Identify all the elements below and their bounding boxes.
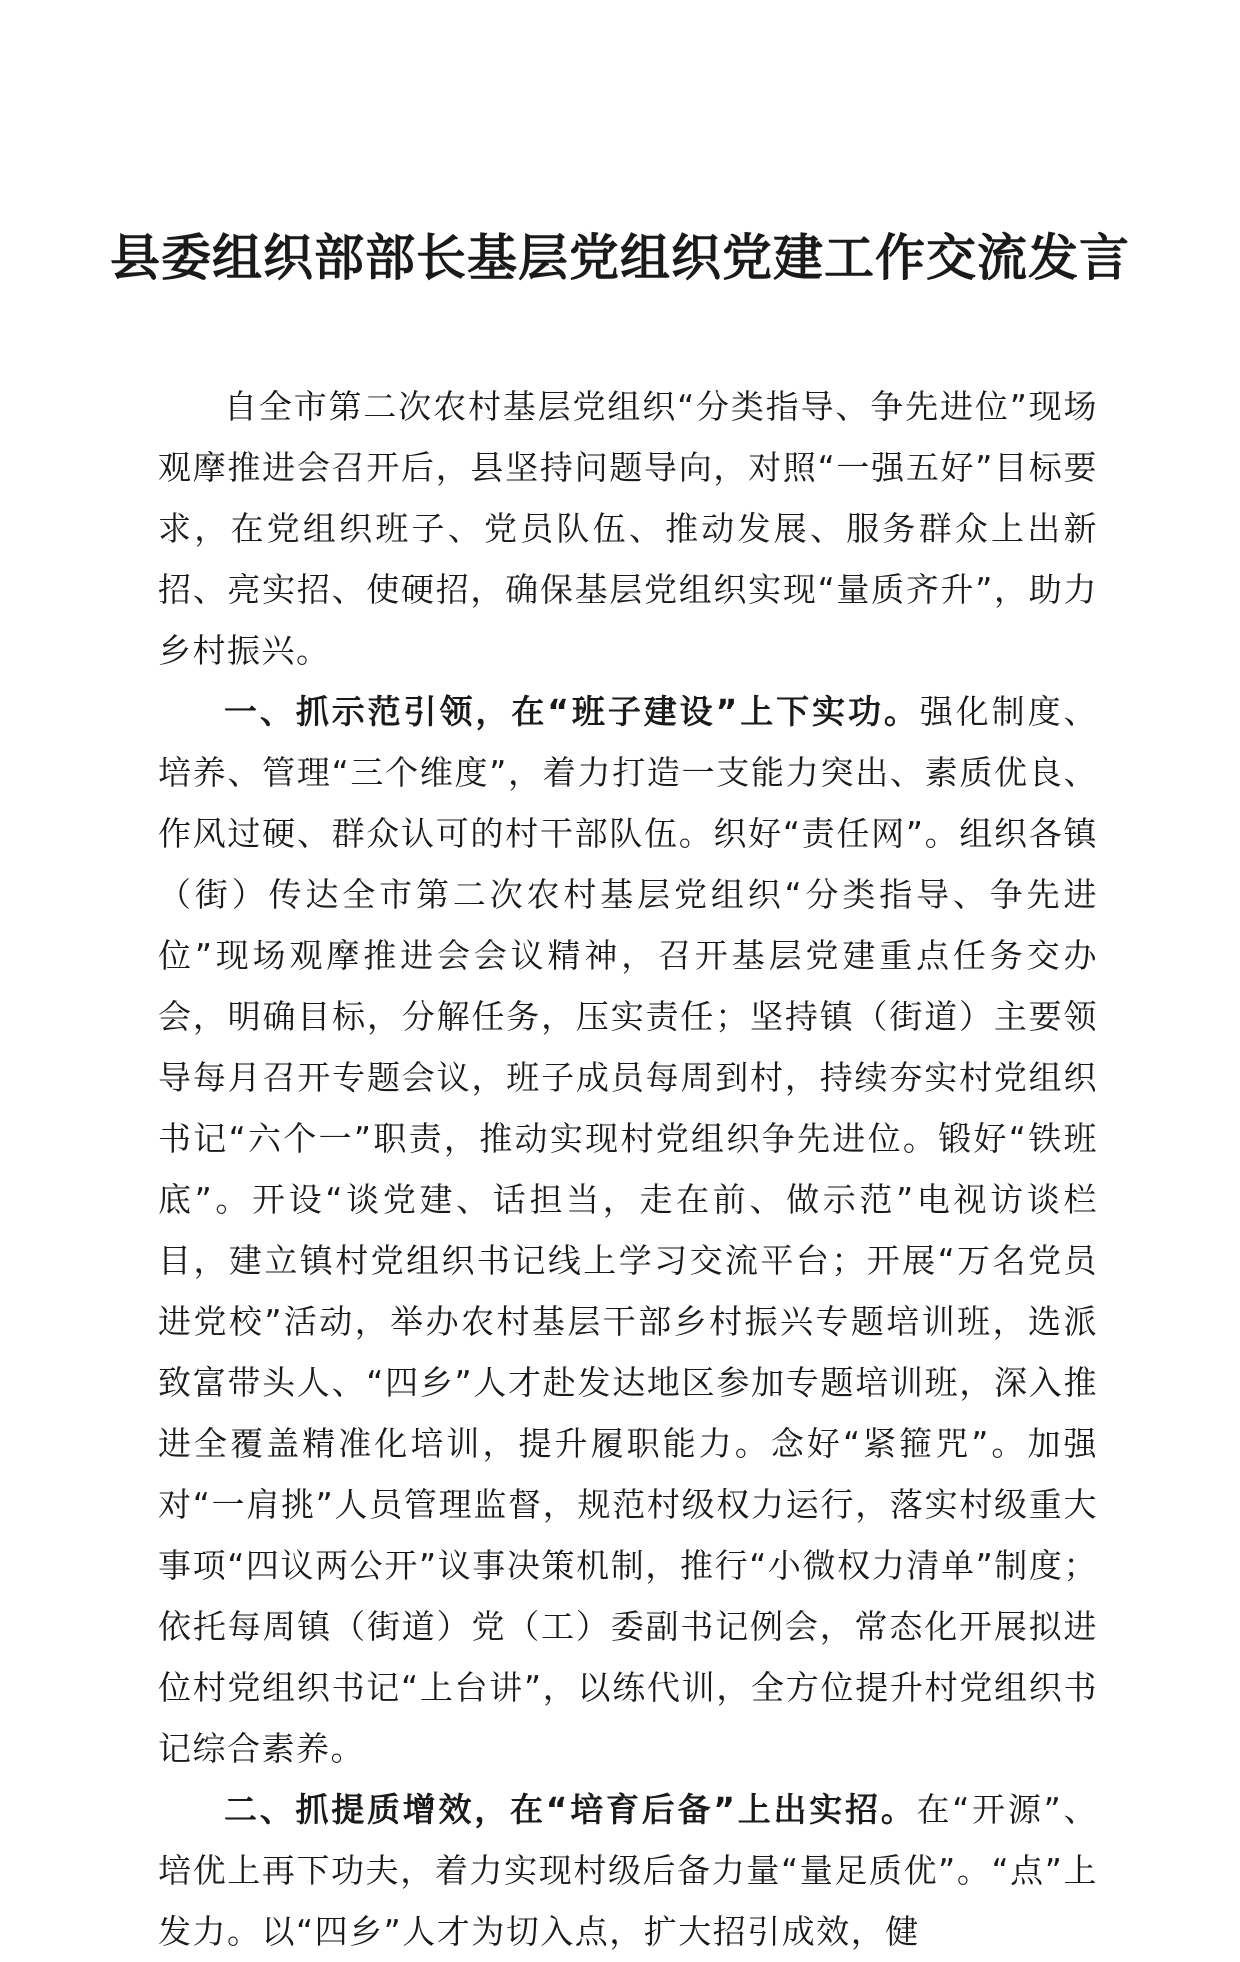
document-body [158,376,1098,1962]
section-1-paragraph [158,681,1098,1779]
section-2-heading: 二、抓提质增效，在“培育后备”上出实招。 [224,1790,917,1829]
section-1-body: 强化制度、培养、管理“三个维度”，着力打造一支能力突出、素质优良、作风过硬、群众认可的村干部队伍。织好“责任网”。组织各镇（街）传达全市第二次农村基层党组织“分类指导、争先进位”现场观摩推进会会议精神，召开基层党建重点任务交办会，明确目标，分解任务，压实责任；坚持镇（街道）主要领导每月召开专题会议，班子成员每周到村，持续夯实村党组织书记“六个一”职责，推动实现村党组织争先进位。锻好“铁班底”。开设“谈党建、话担当，走在前、做示范”电视访谈栏目，建立镇村党组织书记线上学习交流平台；开展“万名党员进党校”活动，举办农村基层干部乡村振兴专题培训班，选派致富带头人、“四乡”人才赴发达地区参加专题培训班，深入推进全覆盖精准化培训，提升履职能力。念好“紧箍咒”。加强对“一肩挑”人员管理监督，规范村级权力运行，落实村级重大事项“四议两公开”议事决策机制，推行“小微权力清单”制度；依托每周镇（街道）党（工）委副书记例会，常态化开展拟进位村党组织书记“上台讲”，以练代训，全方位提升村党组织书记综合素养。 [158,692,1098,1768]
intro-paragraph: 自全市第二次农村基层党组织“分类指导、争先进位”现场观摩推进会召开后，县坚持问题导向，对照“一强五好”目标要求，在党组织班子、党员队伍、推动发展、服务群众上出新招、亮实招、使硬招，确保基层党组织实现“量质齐升”，助力乡村振兴。 [158,387,1098,670]
section-1-heading: 一、抓示范引领，在“班子建设”上下实功。 [224,692,920,731]
section-2-body: 在“开源”、培优上再下功夫，着力实现村级后备力量“量足质优”。“点”上发力。以“四乡”人才为切入点，扩大招引成效，健 [158,1790,1098,1951]
document-title: 县委组织部部长基层党组织党建工作交流发言 [110,228,1130,287]
section-2-paragraph [158,1779,1098,1962]
